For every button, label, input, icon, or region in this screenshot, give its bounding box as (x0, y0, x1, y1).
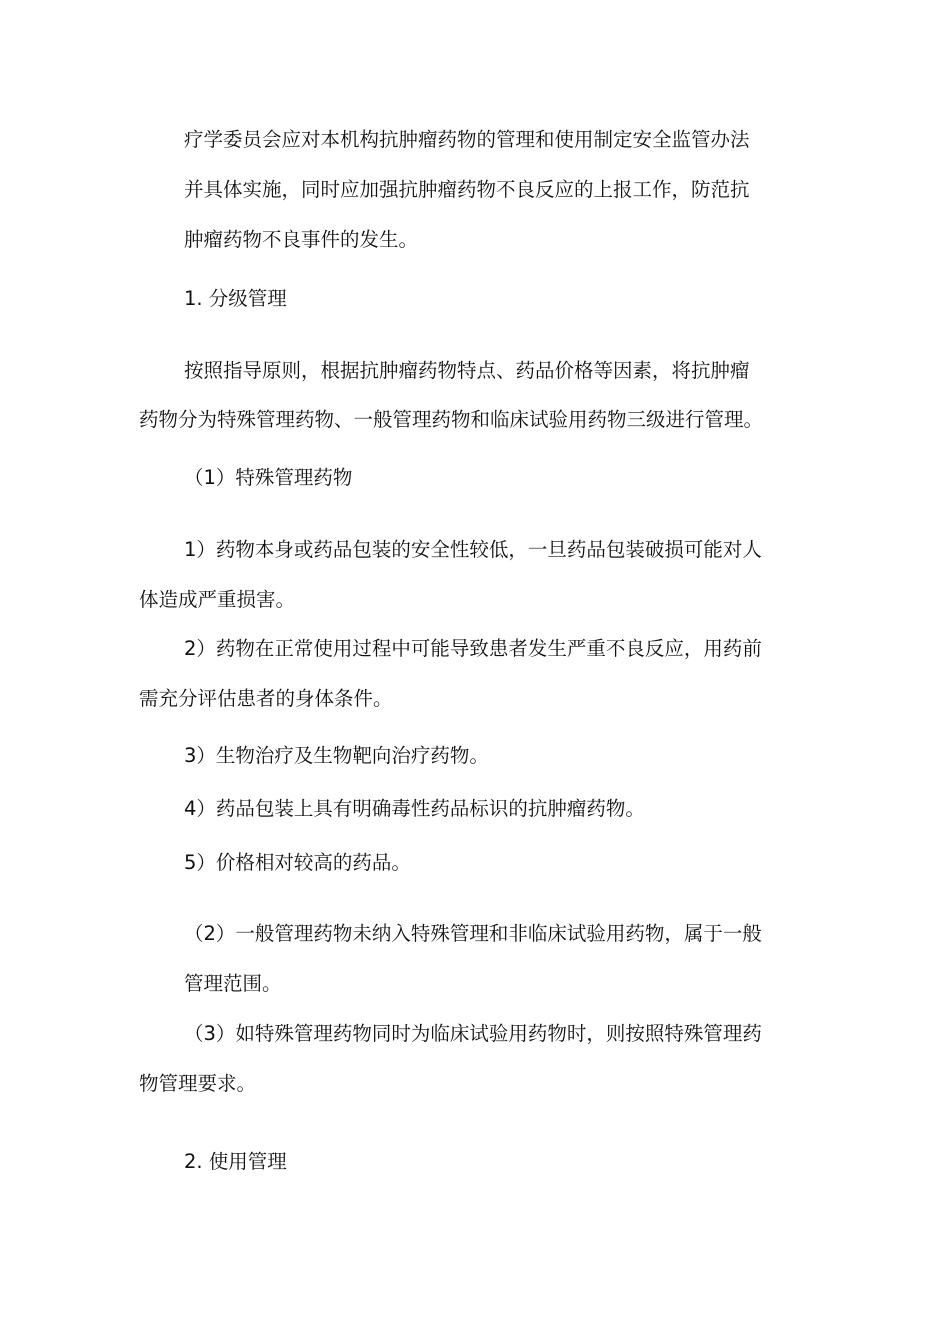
list-item: 5）价格相对较高的药品。 (184, 851, 411, 874)
paragraph-line: （2）一般管理药物未纳入特殊管理和非临床试验用药物，属于一般 (184, 922, 762, 945)
paragraph-line: 药物分为特殊管理药物、一般管理药物和临床试验用药物三级进行管理。 (139, 408, 764, 431)
paragraph-line: 按照指导原则，根据抗肿瘤药物特点、药品价格等因素，将抗肿瘤 (184, 359, 750, 382)
paragraph-line: 管理范围。 (184, 972, 282, 995)
subsection-heading: （1）特殊管理药物 (184, 466, 353, 489)
paragraph-line: 并具体实施，同时应加强抗肿瘤药物不良反应的上报工作，防范抗 (184, 178, 750, 201)
list-item-continuation: 体造成严重损害。 (139, 588, 296, 611)
section-heading-2: 2. 使用管理 (184, 1150, 287, 1173)
paragraph-line: 肿瘤药物不良事件的发生。 (184, 228, 419, 251)
list-item: 2）药物在正常使用过程中可能导致患者发生严重不良反应，用药前 (184, 637, 762, 660)
paragraph-line: 物管理要求。 (139, 1072, 257, 1095)
section-heading-1: 1. 分级管理 (184, 287, 287, 310)
paragraph-line: （3）如特殊管理药物同时为临床试验用药物时，则按照特殊管理药 (184, 1022, 762, 1045)
list-item: 1）药物本身或药品包装的安全性较低，一旦药品包装破损可能对人 (184, 538, 762, 561)
list-item: 4）药品包装上具有明确毒性药品标识的抗肿瘤药物。 (184, 797, 645, 820)
paragraph-line: 疗学委员会应对本机构抗肿瘤药物的管理和使用制定安全监管办法 (184, 128, 750, 151)
list-item: 3）生物治疗及生物靶向治疗药物。 (184, 744, 489, 767)
list-item-continuation: 需充分评估患者的身体条件。 (139, 687, 393, 710)
